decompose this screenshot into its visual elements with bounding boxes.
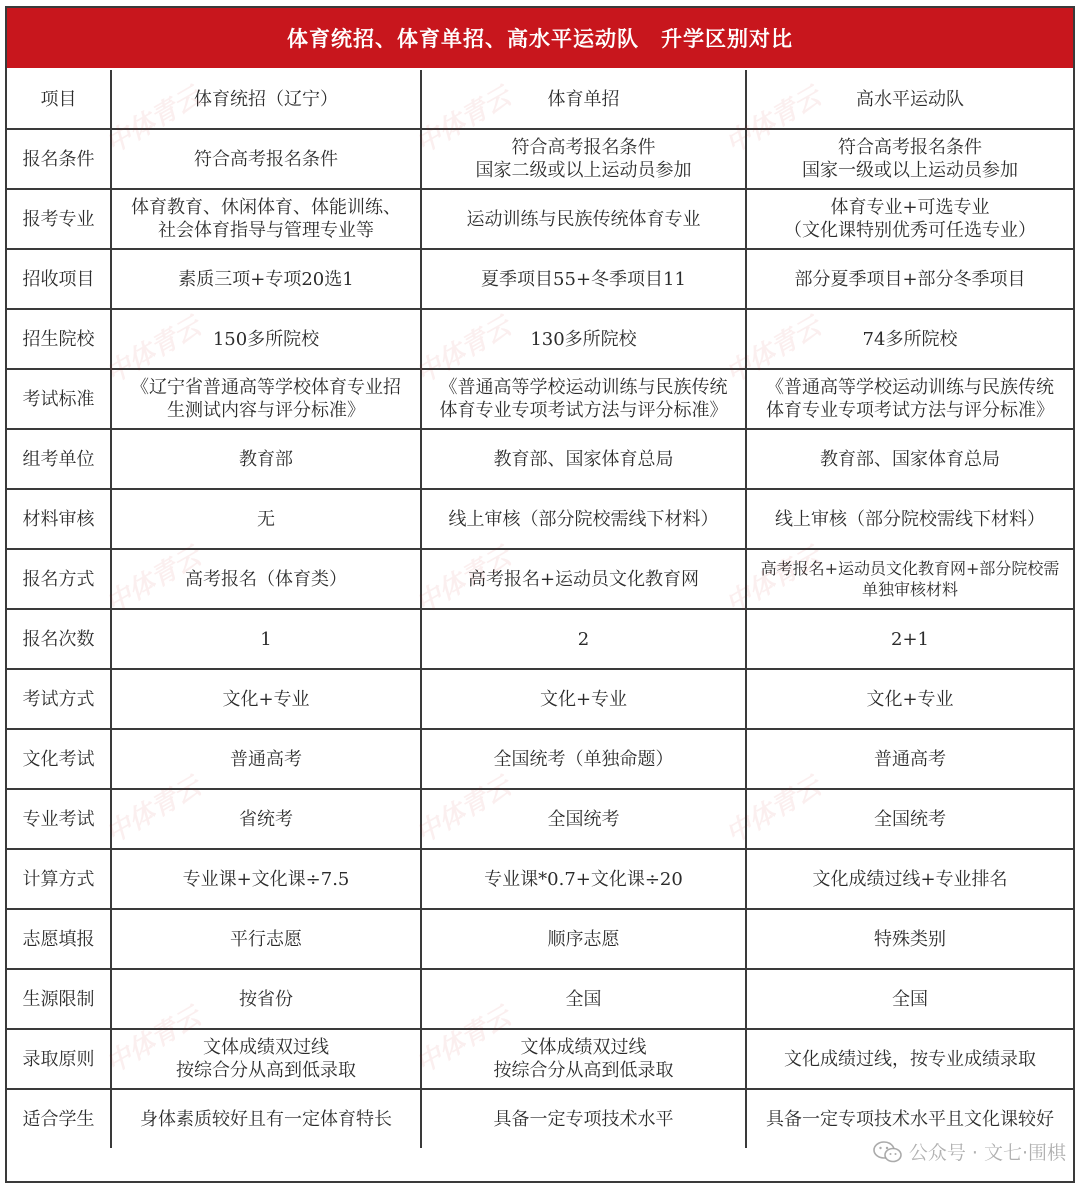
table-cell: 素质三项+专项20选1	[111, 249, 421, 309]
table-cell: 普通高考	[746, 729, 1073, 789]
table-row	[7, 729, 1073, 789]
watermark-text: 中体青云	[100, 311, 206, 390]
table-cell: 《普通高等学校运动训练与民族传统 体育专业专项考试方法与评分标准》	[746, 369, 1073, 429]
watermark-text: 中体青云	[100, 771, 206, 850]
table-cell: 专业课*0.7+文化课÷20	[421, 849, 746, 909]
watermark-text: 中体青云	[410, 81, 516, 160]
table-cell: 线上审核（部分院校需线下材料）	[421, 489, 746, 549]
table-row	[7, 129, 1073, 189]
table-cell: 教育部	[111, 429, 421, 489]
table-cell: 符合高考报名条件 国家一级或以上运动员参加	[746, 129, 1073, 189]
row-label: 招生院校	[7, 309, 111, 369]
table-row	[7, 909, 1073, 969]
row-label: 专业考试	[7, 789, 111, 849]
table-cell: 具备一定专项技术水平	[421, 1089, 746, 1148]
table-row	[7, 849, 1073, 909]
column-header: 高水平运动队	[746, 70, 1073, 129]
row-label: 组考单位	[7, 429, 111, 489]
table-cell: 全国	[746, 969, 1073, 1029]
table-cell: 《普通高等学校运动训练与民族传统 体育专业专项考试方法与评分标准》	[421, 369, 746, 429]
table-cell: 教育部、国家体育总局	[421, 429, 746, 489]
comparison-table	[7, 70, 1073, 1148]
table-cell: 2+1	[746, 609, 1073, 669]
table-cell: 全国统考	[421, 789, 746, 849]
table-cell: 150多所院校	[111, 309, 421, 369]
page-title: 体育统招、体育单招、高水平运动队 升学区别对比	[7, 8, 1073, 68]
table-cell: 文化+专业	[746, 669, 1073, 729]
table-cell: 符合高考报名条件	[111, 129, 421, 189]
column-header: 项目	[7, 70, 111, 129]
column-header: 体育统招（辽宁）	[111, 70, 421, 129]
watermark-text: 中体青云	[410, 771, 516, 850]
watermark-text: 中体青云	[410, 1001, 516, 1080]
table-row	[7, 309, 1073, 369]
table-cell: 全国统考（单独命题）	[421, 729, 746, 789]
table-cell: 体育专业+可选专业 （文化课特别优秀可任选专业）	[746, 189, 1073, 249]
row-label: 材料审核	[7, 489, 111, 549]
table-cell: 1	[111, 609, 421, 669]
table-cell: 高考报名+运动员文化教育网	[421, 549, 746, 609]
table-row	[7, 1029, 1073, 1089]
table-row	[7, 669, 1073, 729]
row-label: 报名条件	[7, 129, 111, 189]
table-cell: 74多所院校	[746, 309, 1073, 369]
table-cell: 按省份	[111, 969, 421, 1029]
table-cell: 文化成绩过线，按专业成绩录取	[746, 1029, 1073, 1089]
table-cell: 夏季项目55+冬季项目11	[421, 249, 746, 309]
table-row	[7, 429, 1073, 489]
table-cell: 普通高考	[111, 729, 421, 789]
table-cell: 省统考	[111, 789, 421, 849]
table-cell: 符合高考报名条件 国家二级或以上运动员参加	[421, 129, 746, 189]
table-cell: 全国统考	[746, 789, 1073, 849]
table-header-row	[7, 70, 1073, 129]
account-signature	[873, 1138, 1066, 1165]
row-label: 报名次数	[7, 609, 111, 669]
table-row	[7, 789, 1073, 849]
table-cell: 文化+专业	[421, 669, 746, 729]
table-cell: 文化成绩过线+专业排名	[746, 849, 1073, 909]
row-label: 适合学生	[7, 1089, 111, 1148]
table-cell: 线上审核（部分院校需线下材料）	[746, 489, 1073, 549]
row-label: 文化考试	[7, 729, 111, 789]
watermark-text: 中体青云	[410, 311, 516, 390]
wechat-icon	[873, 1140, 903, 1164]
table-cell: 无	[111, 489, 421, 549]
row-label: 报考专业	[7, 189, 111, 249]
table-row	[7, 609, 1073, 669]
table-cell: 平行志愿	[111, 909, 421, 969]
row-label: 招收项目	[7, 249, 111, 309]
table-row	[7, 489, 1073, 549]
table-cell: 教育部、国家体育总局	[746, 429, 1073, 489]
table-cell: 具备一定专项技术水平且文化课较好	[746, 1089, 1073, 1148]
row-label: 志愿填报	[7, 909, 111, 969]
watermark-text: 中体青云	[720, 311, 826, 390]
row-label: 报名方式	[7, 549, 111, 609]
table-cell: 特殊类别	[746, 909, 1073, 969]
table-cell: 130多所院校	[421, 309, 746, 369]
table-cell: 高考报名+运动员文化教育网+部分院校需 单独审核材料	[746, 549, 1073, 609]
table-cell: 部分夏季项目+部分冬季项目	[746, 249, 1073, 309]
watermark-text: 中体青云	[720, 81, 826, 160]
table-cell: 文体成绩双过线 按综合分从高到低录取	[111, 1029, 421, 1089]
watermark-text: 中体青云	[100, 81, 206, 160]
watermark-text: 中体青云	[100, 541, 206, 620]
table-row	[7, 189, 1073, 249]
table-row	[7, 549, 1073, 609]
table-cell: 文体成绩双过线 按综合分从高到低录取	[421, 1029, 746, 1089]
watermark-text: 中体青云	[720, 541, 826, 620]
watermark-text: 中体青云	[100, 1001, 206, 1080]
watermark-text: 中体青云	[410, 541, 516, 620]
table-cell: 全国	[421, 969, 746, 1029]
table-cell: 顺序志愿	[421, 909, 746, 969]
row-label: 考试方式	[7, 669, 111, 729]
table-row	[7, 369, 1073, 429]
table-cell: 身体素质较好且有一定体育特长	[111, 1089, 421, 1148]
table-cell: 高考报名（体育类）	[111, 549, 421, 609]
table-cell: 运动训练与民族传统体育专业	[421, 189, 746, 249]
watermark-text: 中体青云	[720, 771, 826, 850]
row-label: 录取原则	[7, 1029, 111, 1089]
column-header: 体育单招	[421, 70, 746, 129]
table-cell: 2	[421, 609, 746, 669]
row-label: 计算方式	[7, 849, 111, 909]
table-cell: 文化+专业	[111, 669, 421, 729]
row-label: 生源限制	[7, 969, 111, 1029]
table-row	[7, 249, 1073, 309]
row-label: 考试标准	[7, 369, 111, 429]
table-row	[7, 969, 1073, 1029]
table-cell: 《辽宁省普通高等学校体育专业招 生测试内容与评分标准》	[111, 369, 421, 429]
table-cell: 体育教育、休闲体育、体能训练、 社会体育指导与管理专业等	[111, 189, 421, 249]
table-cell: 专业课+文化课÷7.5	[111, 849, 421, 909]
signature-text: 公众号 · 文七·围棋	[908, 1142, 1066, 1164]
